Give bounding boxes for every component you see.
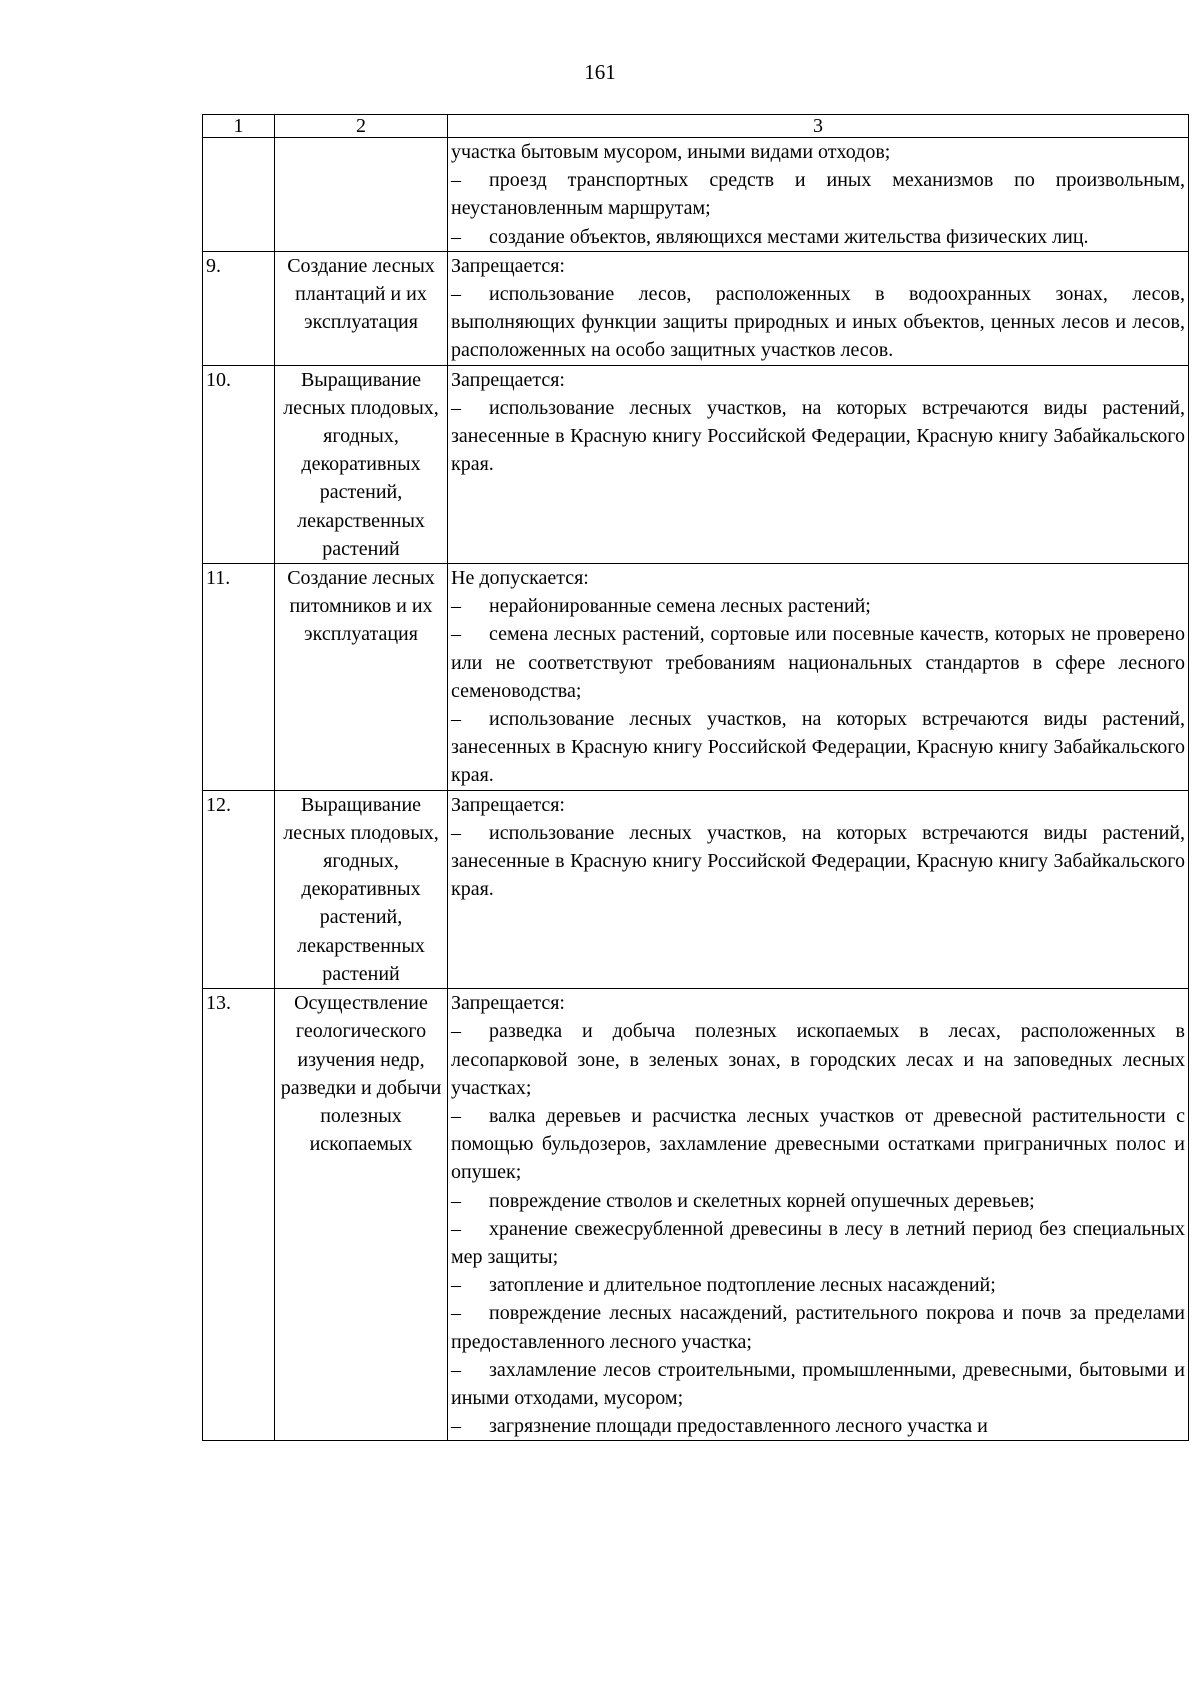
- dash-marker: –: [451, 1274, 461, 1297]
- activity-cell: [275, 138, 448, 252]
- restriction-item: [451, 1299, 1185, 1355]
- table-row: [203, 564, 1189, 791]
- table-row: [203, 790, 1189, 988]
- dash-marker: –: [451, 595, 461, 618]
- restriction-item: [451, 592, 1185, 620]
- dash-marker: –: [451, 396, 461, 419]
- dash-marker: –: [451, 283, 461, 306]
- restriction-item-text: проезд транспортных средств и иных механизмов по произвольным, неустановленным маршрутам;: [451, 169, 1185, 220]
- restriction-item-text: использование лесных участков, на которых встречаются виды растений, занесенные в Красную книгу Российской Федерации, Красную книгу Забайкальского края.: [451, 821, 1185, 901]
- restriction-item: [451, 819, 1185, 904]
- row-number: 12.: [203, 790, 275, 988]
- row-number: [203, 138, 275, 252]
- restriction-cell: [448, 790, 1189, 988]
- restriction-item-text: повреждение стволов и скелетных корней опушечных деревьев;: [489, 1189, 1035, 1212]
- row-number: 11.: [203, 564, 275, 791]
- restriction-item: [451, 280, 1185, 365]
- activity-cell: Осуществление геологического изучения недр, разведки и добычи полезных ископаемых: [275, 989, 448, 1441]
- restriction-item-text: затопление и длительное подтопление лесных насаждений;: [489, 1274, 996, 1297]
- column-header-2: 2: [275, 115, 448, 138]
- restriction-heading: Запрещается:: [451, 793, 565, 816]
- restriction-item-text: использование лесов, расположенных в водоохранных зонах, лесов, выполняющих функции защиты природных и иных объектов, ценных лесов и лесов, расположенных на особо защитных участков лесов.: [451, 283, 1185, 362]
- table-header-row: [203, 115, 1189, 138]
- restriction-heading: Запрещается:: [451, 368, 565, 391]
- restriction-heading: Не допускается:: [451, 567, 589, 590]
- table-row: [203, 365, 1189, 563]
- restriction-cell: [448, 365, 1189, 563]
- dash-marker: –: [451, 1217, 461, 1240]
- restriction-item: [451, 1271, 1185, 1299]
- dash-marker: –: [451, 623, 461, 646]
- dash-marker: –: [451, 1189, 461, 1212]
- restriction-item-text: создание объектов, являющихся местами жительства физических лиц.: [489, 225, 1089, 248]
- dash-marker: –: [451, 169, 461, 192]
- restriction-item-text: использование лесных участков, на которых встречаются виды растений, занесенных в Красную книгу Российской Федерации, Красную книгу Забайкальского края.: [451, 708, 1185, 787]
- dash-marker: –: [451, 1358, 461, 1381]
- restriction-item: [451, 394, 1185, 479]
- activity-cell: Создание лесных плантаций и их эксплуатация: [275, 251, 448, 365]
- row-number: 10.: [203, 365, 275, 563]
- table-row-continuation: [203, 138, 1189, 252]
- restrictions-table: [202, 114, 1189, 1441]
- restriction-item-text: нерайонированные семена лесных растений;: [489, 595, 871, 618]
- dash-marker: –: [451, 708, 461, 731]
- activity-cell: Выращивание лесных плодовых, ягодных, декоративных растений, лекарственных растений: [275, 365, 448, 563]
- restriction-item: [451, 620, 1185, 705]
- restriction-item: [451, 1187, 1185, 1215]
- dash-marker: –: [451, 1020, 461, 1043]
- restriction-item-text: повреждение лесных насаждений, растительного покрова и почв за пределами предоставленного лесного участка;: [451, 1302, 1185, 1353]
- restriction-heading: Запрещается:: [451, 992, 565, 1015]
- restriction-item-text: загрязнение площади предоставленного лесного участка и: [489, 1415, 988, 1438]
- restriction-item-text: разведка и добыча полезных ископаемых в лесах, расположенных в лесопарковой зоне, в зеленых зонах, в городских лесах и на заповедных лесных участках;: [451, 1020, 1185, 1099]
- restriction-cell: [448, 138, 1189, 252]
- table-body: [203, 138, 1189, 1441]
- table-row: [203, 989, 1189, 1441]
- restriction-item-text: семена лесных растений, сортовые или посевные качеств, которых не проверено или не соответствуют требованиям национальных стандартов в сфере лесного семеноводства;: [451, 623, 1185, 702]
- restriction-item: [451, 1412, 1185, 1440]
- table-row: [203, 251, 1189, 365]
- dash-marker: –: [451, 1104, 461, 1127]
- restriction-item-text: захламление лесов строительными, промышленными, древесными, бытовыми и иными отходами, мусором;: [451, 1358, 1185, 1409]
- row-number: 9.: [203, 251, 275, 365]
- restriction-item: [451, 705, 1185, 790]
- activity-cell: Выращивание лесных плодовых, ягодных, декоративных растений, лекарственных растений: [275, 790, 448, 988]
- restriction-text: участка бытовым мусором, иными видами отходов;: [451, 141, 891, 163]
- restriction-item: [451, 1102, 1185, 1187]
- dash-marker: –: [451, 1415, 461, 1438]
- restriction-item: [451, 166, 1185, 222]
- restriction-cell: [448, 251, 1189, 365]
- restriction-heading: Запрещается:: [451, 254, 565, 277]
- restriction-item-text: хранение свежесрубленной древесины в лесу в летний период без специальных мер защиты;: [451, 1217, 1185, 1268]
- dash-marker: –: [451, 225, 461, 248]
- activity-cell: Создание лесных питомников и их эксплуатация: [275, 564, 448, 791]
- restriction-item: [451, 1017, 1185, 1102]
- column-header-3: 3: [448, 115, 1189, 138]
- restriction-item: [451, 1356, 1185, 1412]
- restriction-item: [451, 223, 1185, 251]
- restriction-cell: [448, 564, 1189, 791]
- row-number: 13.: [203, 989, 275, 1441]
- dash-marker: –: [451, 1302, 461, 1325]
- restriction-item-text: использование лесных участков, на которых встречаются виды растений, занесенные в Красную книгу Российской Федерации, Красную книгу Забайкальского края.: [451, 396, 1185, 476]
- column-header-1: 1: [203, 115, 275, 138]
- restriction-item: [451, 1215, 1185, 1271]
- restriction-item-text: валка деревьев и расчистка лесных участков от древесной растительности с помощью бульдозеров, захламление древесными остатками приграничных полос и опушек;: [451, 1104, 1185, 1184]
- restriction-cell: [448, 989, 1189, 1441]
- dash-marker: –: [451, 821, 461, 844]
- page-number: 161: [584, 60, 616, 84]
